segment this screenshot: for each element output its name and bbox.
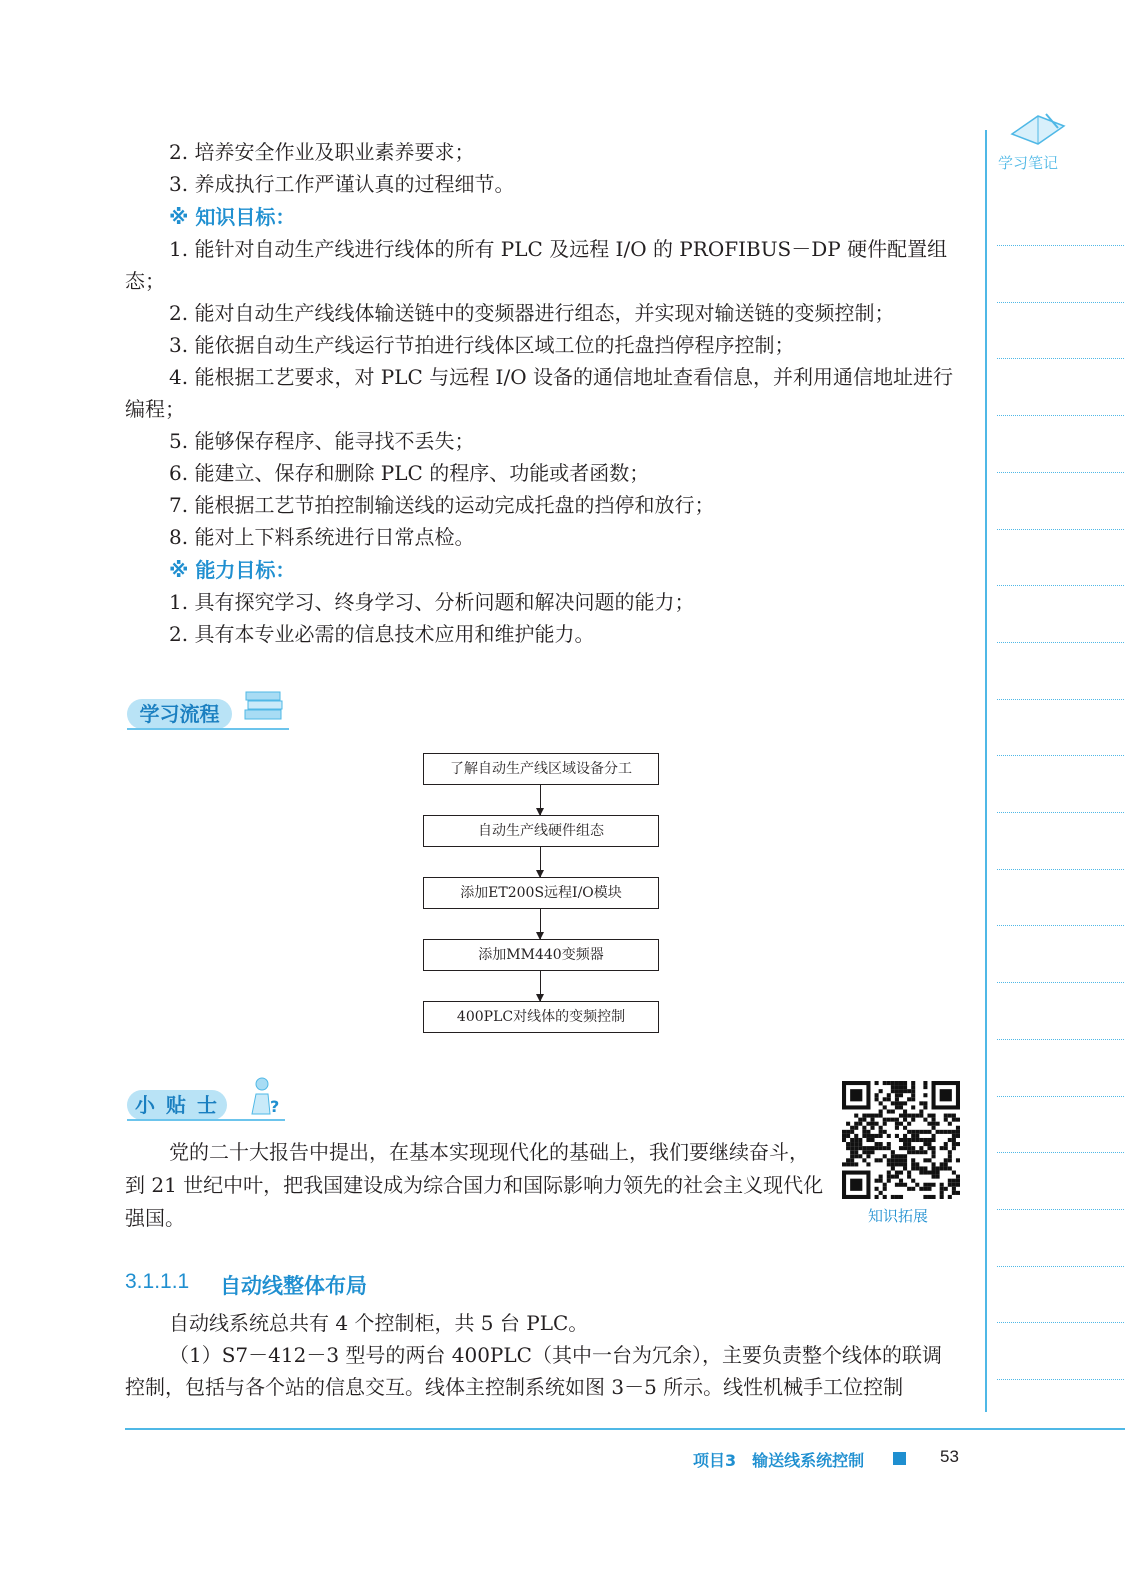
section-paragraph-2: （1）S7－412－3 型号的两台 400PLC（其中一台为冗余），主要负责整个线体的联调控制，包括与各个站的信息交互。线体主控制系统如图 3－5 所示。线性机械手工位控制 bbox=[125, 1343, 942, 1399]
study-notes-label: 学习笔记 bbox=[998, 154, 1059, 172]
footer-square-icon bbox=[893, 1452, 906, 1465]
knowledge-item-2: 2. 能对自动生产线线体输送链中的变频器进行组态，并实现对输送链的变频控制； bbox=[169, 301, 895, 325]
note-line bbox=[997, 1379, 1124, 1380]
quality-item-3: 3. 养成执行工作严谨认真的过程细节。 bbox=[169, 172, 515, 196]
page-number: 53 bbox=[940, 1447, 959, 1466]
note-line bbox=[997, 415, 1124, 416]
flow-step-3: 添加ET200S远程I/O模块 bbox=[423, 877, 659, 909]
knowledge-item-3: 3. 能依据自动生产线运行节拍进行线体区域工位的托盘挡停程序控制； bbox=[169, 333, 795, 357]
note-line bbox=[997, 1096, 1124, 1097]
knowledge-item-1: 1. 能针对自动生产线进行线体的所有 PLC 及远程 I/O 的 PROFIBUS－DP 硬件配置组态； bbox=[125, 237, 948, 293]
sidebar-divider bbox=[985, 130, 987, 1412]
footer-divider bbox=[125, 1428, 1125, 1430]
ability-heading: ※ 能力目标： bbox=[169, 558, 296, 582]
footer-chapter: 项目3 输送线系统控制 bbox=[693, 1451, 865, 1470]
svg-text:?: ? bbox=[270, 1097, 280, 1116]
books-icon bbox=[242, 686, 288, 726]
flow-step-4: 添加MM440变频器 bbox=[423, 939, 659, 971]
qr-label: 知识拓展 bbox=[868, 1207, 929, 1225]
flow-arrow bbox=[540, 909, 541, 939]
learning-flow-badge: 学习流程 bbox=[127, 699, 232, 729]
ability-item-2: 2. 具有本专业必需的信息技术应用和维护能力。 bbox=[169, 622, 595, 646]
note-line bbox=[997, 699, 1124, 700]
flow-step-2: 自动生产线硬件组态 bbox=[423, 815, 659, 847]
note-line bbox=[997, 755, 1124, 756]
knowledge-item-8: 8. 能对上下料系统进行日常点检。 bbox=[169, 525, 475, 549]
note-line bbox=[997, 472, 1124, 473]
note-line bbox=[997, 585, 1124, 586]
section-number: 3.1.1.1 bbox=[125, 1270, 190, 1293]
ability-item-1: 1. 具有探究学习、终身学习、分析问题和解决问题的能力； bbox=[169, 590, 695, 614]
flow-arrow bbox=[540, 847, 541, 877]
tip-text: 党的二十大报告中提出，在基本实现现代化的基础上，我们要继续奋斗，到 21 世纪中叶，把我国建设成为综合国力和国际影响力领先的社会主义现代化强国。 bbox=[125, 1140, 824, 1230]
knowledge-item-4: 4. 能根据工艺要求，对 PLC 与远程 I/O 设备的通信地址查看信息，并利用通信地址进行编程； bbox=[125, 365, 953, 421]
badge-underline bbox=[127, 1119, 285, 1121]
tip-badge: 小 贴 士 bbox=[127, 1090, 227, 1120]
knowledge-item-6: 6. 能建立、保存和删除 PLC 的程序、功能或者函数； bbox=[169, 461, 650, 485]
note-line bbox=[997, 1152, 1124, 1153]
note-line bbox=[997, 812, 1124, 813]
badge-underline bbox=[127, 728, 289, 730]
note-line bbox=[997, 1266, 1124, 1267]
note-line bbox=[997, 358, 1124, 359]
question-figure-icon bbox=[238, 1074, 284, 1118]
note-line bbox=[997, 302, 1124, 303]
knowledge-heading: ※ 知识目标： bbox=[169, 205, 296, 229]
notebook-icon bbox=[1008, 108, 1068, 148]
flow-step-5: 400PLC对线体的变频控制 bbox=[423, 1001, 659, 1033]
note-line bbox=[997, 1039, 1124, 1040]
quality-item-2: 2. 培养安全作业及职业素养要求； bbox=[169, 140, 475, 164]
section-paragraph-1: 自动线系统总共有 4 个控制柜，共 5 台 PLC。 bbox=[169, 1311, 589, 1335]
flow-arrow bbox=[540, 785, 541, 815]
note-line bbox=[997, 1322, 1124, 1323]
note-line bbox=[997, 982, 1124, 983]
note-line bbox=[997, 529, 1124, 530]
note-line bbox=[997, 1209, 1124, 1210]
note-line bbox=[997, 869, 1124, 870]
note-line bbox=[997, 642, 1124, 643]
qr-code[interactable] bbox=[842, 1081, 960, 1199]
note-line bbox=[997, 245, 1124, 246]
flow-arrow bbox=[540, 971, 541, 1001]
knowledge-item-5: 5. 能够保存程序、能寻找不丢失； bbox=[169, 429, 475, 453]
flow-step-1: 了解自动生产线区域设备分工 bbox=[423, 753, 659, 785]
note-line bbox=[997, 925, 1124, 926]
section-title: 自动线整体布局 bbox=[220, 1274, 367, 1298]
knowledge-item-7: 7. 能根据工艺节拍控制输送线的运动完成托盘的挡停和放行； bbox=[169, 493, 715, 517]
